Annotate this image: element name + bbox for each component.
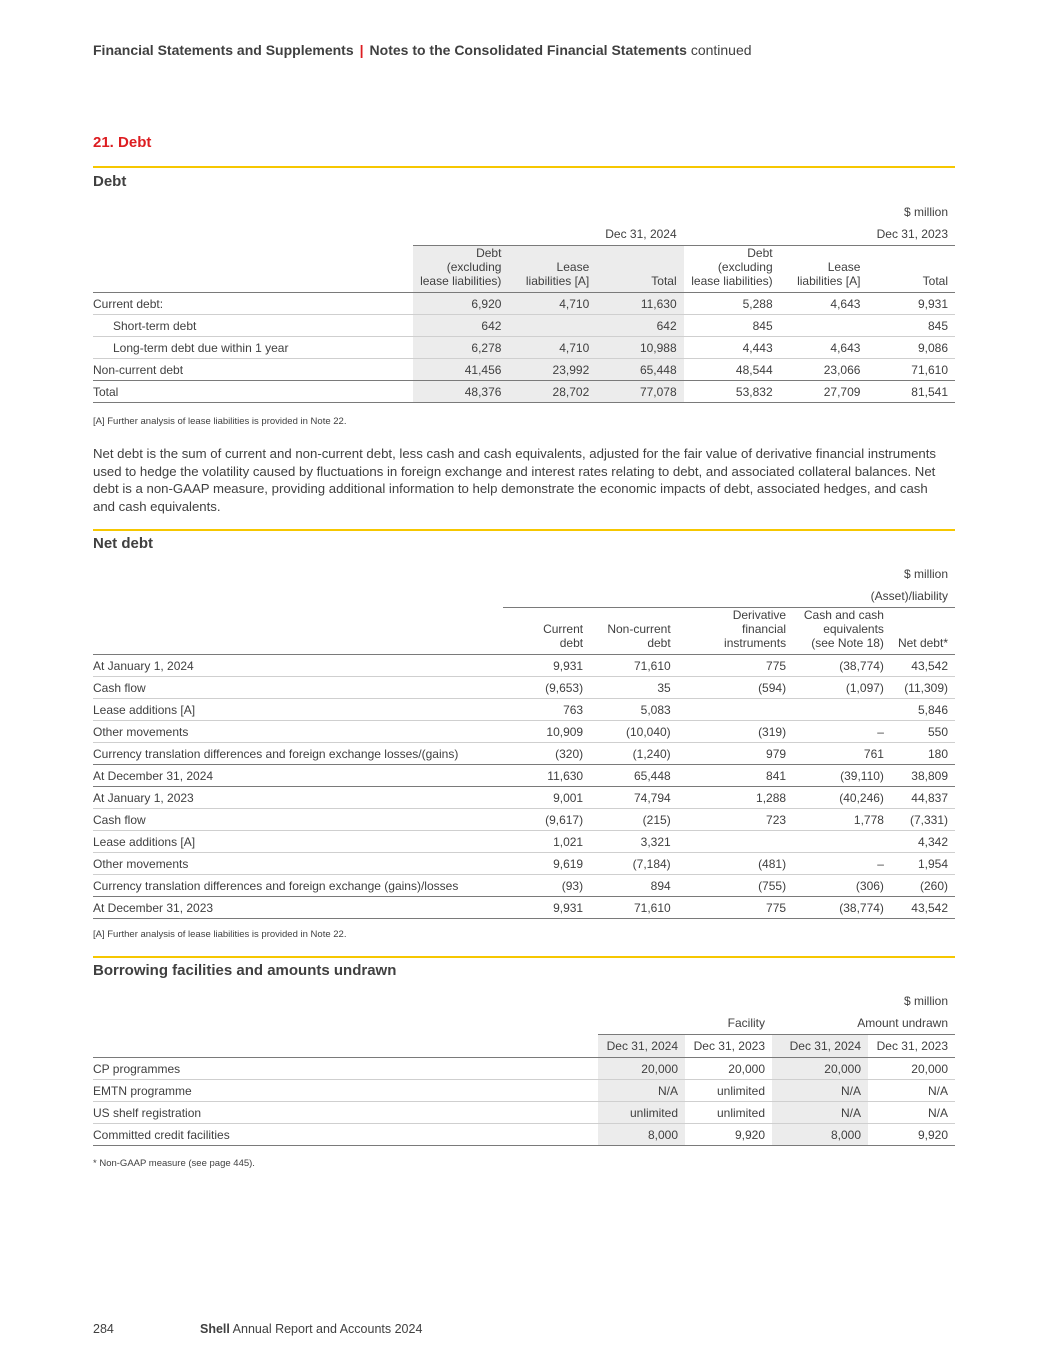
header-separator: | [359,42,364,58]
cell-value: 10,909 [503,721,590,743]
column-header-line: instruments [724,636,787,650]
running-header [93,42,752,58]
cell-value: 3,321 [590,831,678,853]
row-label: Currency translation differences and foreign exchange (gains)/losses [93,875,503,897]
unit-label: $ million [903,567,948,581]
cell-value: 71,610 [590,897,678,919]
row-label: At January 1, 2023 [93,787,503,809]
header-section: Financial Statements and Supplements [93,42,354,58]
cell-value: 1,021 [503,831,590,853]
row-label: Cash flow [93,677,503,699]
table-row [93,765,955,787]
section-rule [93,166,955,168]
table-row [93,809,955,831]
cell-value [780,315,868,337]
cell-value: 4,643 [780,337,868,359]
row-label: Cash flow [93,809,503,831]
cell-value: 4,710 [508,293,596,315]
cell-value: unlimited [598,1102,685,1124]
row-label: US shelf registration [93,1102,598,1124]
cell-value: 6,920 [413,293,508,315]
cell-value: 723 [678,809,793,831]
table-row [93,315,955,337]
column-header: Dec 31, 2023 [868,1035,955,1058]
cell-value: 11,630 [503,765,590,787]
column-header-line: Current [543,622,584,636]
cell-value: 1,288 [678,787,793,809]
cell-value: 642 [413,315,508,337]
cell-value [793,831,891,853]
cell-value: 43,542 [891,897,955,919]
table-row [93,831,955,853]
column-header [867,246,955,293]
cell-value: 763 [503,699,590,721]
cell-value: (215) [590,809,678,831]
column-header-line: liabilities [A] [525,274,590,288]
cell-value: N/A [598,1080,685,1102]
cell-value: 35 [590,677,678,699]
row-label: Lease additions [A] [93,699,503,721]
cell-value: 65,448 [590,765,678,787]
row-label: At December 31, 2024 [93,765,503,787]
cell-value: 845 [867,315,955,337]
cell-value: N/A [868,1080,955,1102]
cell-value: (93) [503,875,590,897]
cell-value: – [793,721,891,743]
table-row [93,699,955,721]
row-label: Current debt: [93,293,413,315]
group-label: Amount undrawn [772,1012,955,1035]
cell-value: (260) [891,875,955,897]
row-label: At January 1, 2024 [93,655,503,677]
borrowing-table-title: Borrowing facilities and amounts undrawn [93,962,397,979]
report-title: Annual Report and Accounts 2024 [232,1322,423,1336]
column-header-line: Net debt* [897,636,948,650]
row-label: Other movements [93,853,503,875]
cell-value: (319) [678,721,793,743]
debt-table [93,201,955,403]
period-header: Dec 31, 2024 [413,223,684,246]
cell-value: 43,542 [891,655,955,677]
cell-value: 27,709 [780,381,868,403]
cell-value [678,831,793,853]
header-subsection: Notes to the Consolidated Financial Statements [369,42,687,58]
row-label: EMTN programme [93,1080,598,1102]
cell-value: 841 [678,765,793,787]
cell-value: 8,000 [772,1124,868,1146]
cell-value: 775 [678,655,793,677]
cell-value: 71,610 [590,655,678,677]
brand-name: Shell [200,1322,230,1336]
cell-value: 74,794 [590,787,678,809]
cell-value: (38,774) [793,897,891,919]
cell-value: 81,541 [867,381,955,403]
table-row [93,1058,955,1080]
column-header-line: Non-current [607,622,671,636]
cell-value: unlimited [685,1080,772,1102]
column-header [590,608,678,655]
cell-value: 4,643 [780,293,868,315]
column-header [413,246,508,293]
cell-value: unlimited [685,1102,772,1124]
cell-value: N/A [868,1102,955,1124]
table-row [93,1080,955,1102]
cell-value: 10,988 [596,337,683,359]
column-header: Dec 31, 2023 [685,1035,772,1058]
column-header-line: lease liabilities) [420,274,502,288]
column-header: Dec 31, 2024 [772,1035,868,1058]
column-header [891,608,955,655]
cell-value: 1,954 [891,853,955,875]
column-header-line: equivalents [823,622,884,636]
unit-label: $ million [903,205,948,219]
cell-value: 979 [678,743,793,765]
cell-value: (481) [678,853,793,875]
column-header-line: Total [651,274,677,288]
borrowing-table [93,990,955,1146]
column-header-line: Lease [827,260,861,274]
column-header-line: Derivative [732,608,787,622]
cell-value: – [793,853,891,875]
row-label: Lease additions [A] [93,831,503,853]
cell-value: 23,066 [780,359,868,381]
cell-value: (38,774) [793,655,891,677]
non-gaap-footnote: * Non-GAAP measure (see page 445). [93,1158,255,1169]
cell-value: 845 [684,315,780,337]
note-title: 21. Debt [93,134,152,151]
cell-value: 20,000 [772,1058,868,1080]
cell-value: 48,376 [413,381,508,403]
column-header-line: (excluding [446,260,502,274]
row-label: Committed credit facilities [93,1124,598,1146]
column-header-line: liabilities [A] [797,274,861,288]
cell-value: 9,920 [685,1124,772,1146]
cell-value: 5,846 [891,699,955,721]
column-header [780,246,868,293]
group-label: (Asset)/liability [503,585,955,608]
column-header [508,246,596,293]
table-row [93,787,955,809]
column-header [678,608,793,655]
cell-value: 38,809 [891,765,955,787]
cell-value: 775 [678,897,793,919]
cell-value: 4,710 [508,337,596,359]
cell-value [508,315,596,337]
cell-value: 9,619 [503,853,590,875]
column-header [596,246,683,293]
table-row [93,721,955,743]
cell-value: 6,278 [413,337,508,359]
cell-value: 1,778 [793,809,891,831]
column-header-line: debt [647,636,671,650]
cell-value: 20,000 [868,1058,955,1080]
cell-value: 9,920 [868,1124,955,1146]
section-rule [93,956,955,958]
cell-value: (7,184) [590,853,678,875]
cell-value: 761 [793,743,891,765]
cell-value: 8,000 [598,1124,685,1146]
cell-value: 20,000 [598,1058,685,1080]
cell-value: 9,001 [503,787,590,809]
row-label: CP programmes [93,1058,598,1080]
cell-value: 4,342 [891,831,955,853]
column-header [793,608,891,655]
group-label: Facility [598,1012,772,1035]
section-rule [93,529,955,531]
table-row [93,337,955,359]
row-label: Long-term debt due within 1 year [93,337,413,359]
cell-value: 5,083 [590,699,678,721]
cell-value: 41,456 [413,359,508,381]
column-header-line: Cash and cash [803,608,884,622]
cell-value: (39,110) [793,765,891,787]
cell-value [678,699,793,721]
footnote: [A] Further analysis of lease liabilities is provided in Note 22. [93,929,347,940]
page-footer [93,1322,422,1336]
cell-value: 44,837 [891,787,955,809]
column-header-line: Total [922,274,948,288]
table-row [93,1102,955,1124]
cell-value: 28,702 [508,381,596,403]
cell-value: 9,931 [867,293,955,315]
cell-value: 180 [891,743,955,765]
table-row [93,655,955,677]
row-label: Currency translation differences and foreign exchange losses/(gains) [93,743,503,765]
table-row [93,743,955,765]
cell-value: (306) [793,875,891,897]
cell-value: (11,309) [891,677,955,699]
row-label: At December 31, 2023 [93,897,503,919]
table-row [93,897,955,919]
cell-value: (9,617) [503,809,590,831]
cell-value: 23,992 [508,359,596,381]
column-header-line: (see Note 18) [811,636,884,650]
cell-value: (10,040) [590,721,678,743]
row-label: Other movements [93,721,503,743]
cell-value: (1,240) [590,743,678,765]
row-label: Total [93,381,413,403]
net-debt-table-title: Net debt [93,535,153,552]
column-header-line: lease liabilities) [691,274,773,288]
cell-value: (9,653) [503,677,590,699]
footnote: [A] Further analysis of lease liabilities is provided in Note 22. [93,416,347,427]
cell-value: 65,448 [596,359,683,381]
column-header-line: (excluding [717,260,773,274]
cell-value: 9,931 [503,897,590,919]
column-header-line: debt [559,636,584,650]
cell-value [793,699,891,721]
table-row [93,677,955,699]
header-continued: continued [690,42,752,58]
unit-label: $ million [903,994,948,1008]
cell-value: 9,086 [867,337,955,359]
cell-value: 71,610 [867,359,955,381]
column-header-line: Debt [476,246,502,260]
cell-value: 4,443 [684,337,780,359]
cell-value: 894 [590,875,678,897]
net-debt-paragraph: Net debt is the sum of current and non-current debt, less cash and cash equivalents, adjusted for the fair value of derivative financial instruments used to hedge the volatility caused by fluctuations in foreign exchange and interest rates relating to debt, and associated collateral balances. Net debt is a non-GAAP measure, providing additional information to help demonstrate the economic impacts of debt, associated hedges, and cash and cash equivalents. [93,446,936,514]
column-header-line: financial [742,622,787,636]
cell-value: (594) [678,677,793,699]
row-label: Non-current debt [93,359,413,381]
cell-value: N/A [772,1102,868,1124]
page-number: 284 [93,1322,114,1336]
cell-value: 642 [596,315,683,337]
cell-value: (40,246) [793,787,891,809]
debt-table-title: Debt [93,173,127,190]
column-header-line: Debt [747,246,773,260]
cell-value: 9,931 [503,655,590,677]
table-row [93,1124,955,1146]
cell-value: 20,000 [685,1058,772,1080]
cell-value: 48,544 [684,359,780,381]
cell-value: (1,097) [793,677,891,699]
column-header [684,246,780,293]
table-row [93,381,955,403]
cell-value: (7,331) [891,809,955,831]
cell-value: (320) [503,743,590,765]
table-row [93,875,955,897]
cell-value: (755) [678,875,793,897]
period-header: Dec 31, 2023 [684,223,955,246]
table-row [93,359,955,381]
table-row [93,293,955,315]
net-debt-table [93,563,955,919]
column-header-line: Lease [556,260,590,274]
row-label: Short-term debt [93,315,413,337]
column-header [503,608,590,655]
cell-value: 550 [891,721,955,743]
cell-value: 5,288 [684,293,780,315]
table-row [93,853,955,875]
cell-value: 53,832 [684,381,780,403]
cell-value: 11,630 [596,293,683,315]
cell-value: 77,078 [596,381,683,403]
column-header: Dec 31, 2024 [598,1035,685,1058]
cell-value: N/A [772,1080,868,1102]
